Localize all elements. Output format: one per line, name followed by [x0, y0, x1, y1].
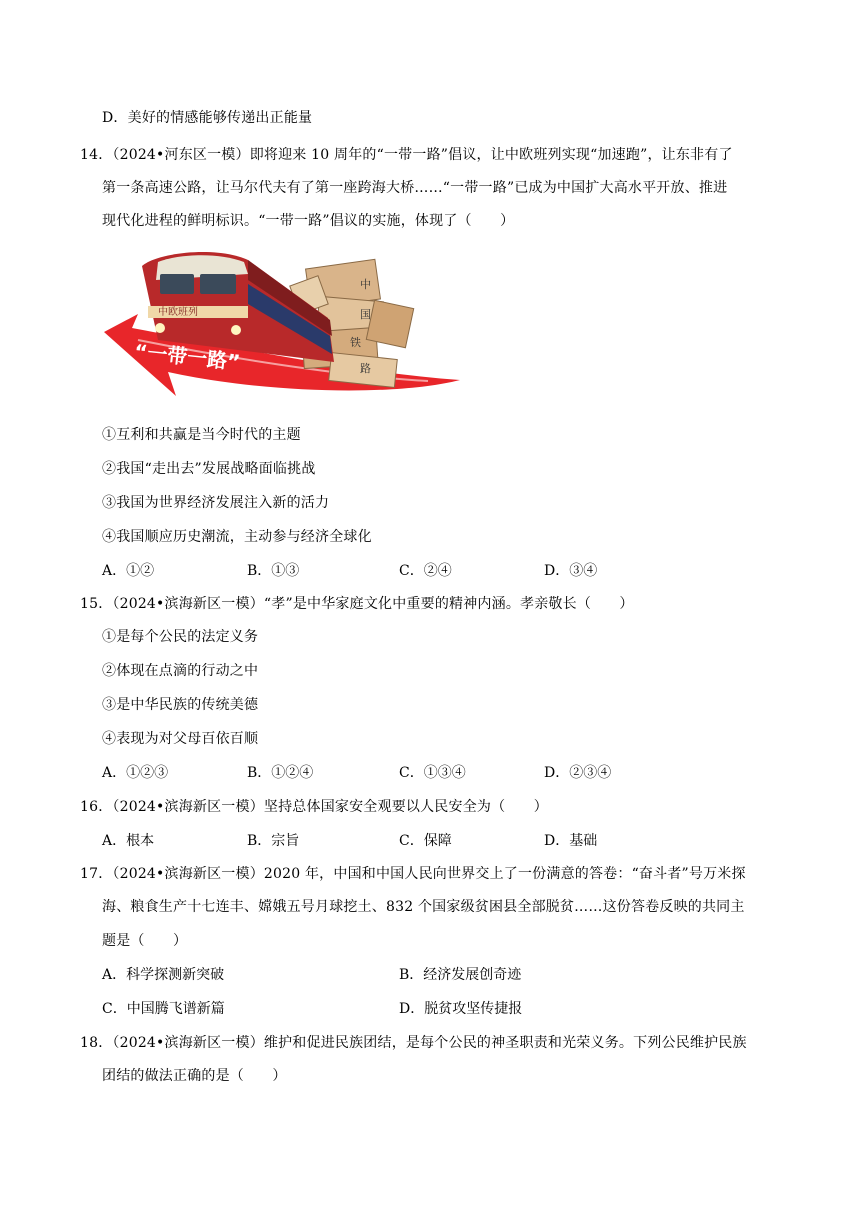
- q15-statement-4: ④表现为对父母百依百顺: [102, 731, 259, 747]
- q17-option-a: A．科学探测新突破: [102, 967, 225, 983]
- train-sign: 中欧班列: [158, 307, 198, 318]
- q18-stem-line-2: 团结的做法正确的是（ ）: [102, 1068, 287, 1084]
- belt-and-road-illustration: [98, 244, 464, 406]
- q14-option-d: D．③④: [544, 563, 598, 579]
- q16-option-d: D．基础: [544, 833, 598, 849]
- q17-stem-line-2: 海、粮食生产十七连丰、嫦娥五号月球挖土、832 个国家级贫困县全部脱贫……这份答卷反映的共同主: [102, 899, 745, 915]
- q15-statement-1: ①是每个公民的法定义务: [102, 629, 259, 645]
- q14-statement-3: ③我国为世界经济发展注入新的活力: [102, 495, 330, 511]
- q15-statement-3: ③是中华民族的传统美德: [102, 697, 259, 713]
- q13-option-d: D．美好的情感能够传递出正能量: [102, 110, 313, 126]
- q15-option-b: B．①②④: [247, 765, 314, 781]
- q16-option-c: C．保障: [399, 833, 452, 849]
- q18-stem-line-1: 18．（2024•滨海新区一模）维护和促进民族团结，是每个公民的神圣职责和光荣义务。下列公民维护民族: [80, 1035, 747, 1051]
- q15-option-c: C．①③④: [399, 765, 466, 781]
- q15-option-a: A．①②③: [102, 765, 169, 781]
- q16-stem: 16．（2024•滨海新区一模）坚持总体国家安全观要以人民安全为（ ）: [80, 799, 548, 815]
- box-char-3: 铁: [350, 336, 361, 349]
- q16-option-a: A．根本: [102, 833, 155, 849]
- q17-stem-line-3: 题是（ ）: [102, 933, 188, 949]
- q14-option-c: C．②④: [399, 563, 452, 579]
- q17-stem-line-1: 17．（2024•滨海新区一模）2020 年，中国和中国人民向世界交上了一份满意的答卷：“奋斗者”号万米探: [80, 866, 746, 882]
- q17-option-c: C．中国腾飞谱新篇: [102, 1001, 225, 1017]
- q14-statement-2: ②我国“走出去”发展战略面临挑战: [102, 461, 316, 477]
- q14-statement-1: ①互利和共赢是当今时代的主题: [102, 427, 301, 443]
- q17-option-b: B．经济发展创奇迹: [399, 967, 522, 983]
- q14-statement-4: ④我国顺应历史潮流，主动参与经济全球化: [102, 529, 372, 545]
- q15-option-d: D．②③④: [544, 765, 612, 781]
- box-char-2: 国: [360, 308, 371, 321]
- q14-stem-line-3: 现代化进程的鲜明标识。“一带一路”倡议的实施，体现了（ ）: [102, 213, 515, 229]
- q15-statement-2: ②体现在点滴的行动之中: [102, 663, 259, 679]
- q17-option-d: D．脱贫攻坚传捷报: [399, 1001, 523, 1017]
- arrow-text: “一带一路”: [133, 339, 242, 375]
- q14-option-b: B．①③: [247, 563, 300, 579]
- box-char-1: 中: [360, 278, 371, 291]
- q16-option-b: B．宗旨: [247, 833, 300, 849]
- q14-option-a: A．①②: [102, 563, 155, 579]
- q15-stem: 15．（2024•滨海新区一模）“孝”是中华家庭文化中重要的精神内涵。孝亲敬长（ ）: [80, 596, 634, 612]
- box-char-4: 路: [360, 362, 371, 375]
- q14-stem-line-2: 第一条高速公路，让马尔代夫有了第一座跨海大桥……“一带一路”已成为中国扩大高水平开放、推进: [102, 180, 728, 196]
- q14-stem-line-1: 14．（2024•河东区一模）即将迎来 10 周年的“一带一路”倡议，让中欧班列实现“加速跑”，让东非有了: [80, 147, 733, 163]
